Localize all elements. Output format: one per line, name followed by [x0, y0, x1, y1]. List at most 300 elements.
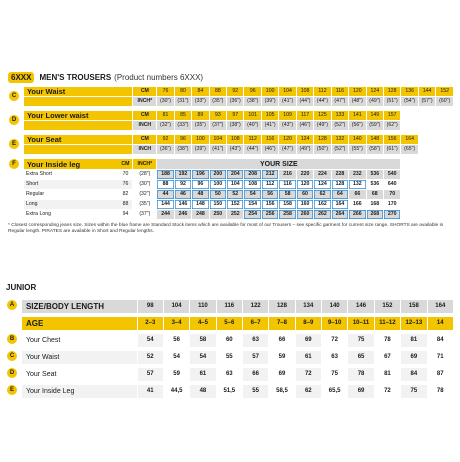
junior-value: 69	[401, 351, 427, 365]
size-value: 144	[157, 200, 174, 210]
waist-cm-value: 144	[418, 87, 435, 97]
junior-value: 11–12	[374, 317, 400, 331]
junior-value: 146	[348, 300, 374, 314]
junior-row-label: Your Inside Leg	[21, 385, 137, 399]
junior-letter-cell	[7, 368, 22, 382]
seat-inch-value: (49")	[296, 145, 313, 155]
lower_waist-inch-value: (41")	[261, 121, 278, 131]
junior-value: 59	[163, 368, 189, 382]
size-value: 220	[296, 170, 313, 180]
size-value: 50	[209, 190, 226, 200]
section-letter-badge: C	[9, 91, 19, 101]
waist-cm-value: 112	[314, 87, 331, 97]
waist-cm-value: 80	[174, 87, 191, 97]
inside-leg-row	[9, 190, 454, 200]
section-label-spacer	[23, 121, 132, 131]
size-value: 68	[366, 190, 383, 200]
inseam-inch: (35")	[133, 200, 157, 210]
size-value: 156	[261, 200, 278, 210]
seat-inch-value: (39")	[192, 145, 209, 155]
waist-inch-value: (51")	[383, 97, 400, 107]
inside-leg-header-row	[9, 159, 454, 170]
empty-cell	[401, 190, 418, 200]
empty-cell	[436, 170, 454, 180]
inseam-name	[23, 200, 132, 210]
size-value: 248	[192, 210, 209, 220]
size-value: 212	[261, 170, 278, 180]
lower_waist-inch-value: (32")	[157, 121, 174, 131]
lower_waist-inch-value	[401, 121, 418, 131]
junior-value: 54	[137, 334, 163, 348]
junior-value: 4–5	[190, 317, 216, 331]
seat-label: Your Seat	[23, 135, 132, 145]
empty-cell	[401, 180, 418, 190]
inside-leg-label	[23, 159, 132, 170]
junior-value: 69	[269, 368, 295, 382]
waist-inch-value: (48")	[349, 97, 366, 107]
section-letter-badge: C	[7, 351, 17, 361]
empty-letter-cell	[9, 190, 24, 200]
inseam-name	[23, 210, 132, 220]
junior-value: 58	[190, 334, 216, 348]
lower_waist-cm-value	[418, 111, 435, 121]
seat-inch-row	[9, 145, 454, 155]
size-value: 270	[383, 210, 400, 220]
seat-cm-value: 128	[314, 135, 331, 145]
waist-cm-value: 136	[401, 87, 418, 97]
your-size-header: YOUR SIZE	[157, 159, 401, 170]
lower_waist-cm-value: 97	[227, 111, 244, 121]
waist-inch-value: (30")	[157, 97, 174, 107]
junior-value: 3–4	[163, 317, 189, 331]
size-value: 148	[192, 200, 209, 210]
junior-value: 72	[374, 385, 400, 399]
junior-row-label: Your Seat	[21, 368, 137, 382]
size-value: 46	[174, 190, 191, 200]
product-code-badge: 6XXX	[8, 72, 34, 83]
size-value: 146	[174, 200, 191, 210]
size-value: 162	[314, 200, 331, 210]
empty-cell	[418, 180, 435, 190]
inside-leg-row	[9, 170, 454, 180]
waist-cm-value: 124	[366, 87, 383, 97]
junior-size-table	[6, 299, 454, 402]
empty-cell	[436, 159, 454, 170]
waist-cm-value: 96	[244, 87, 261, 97]
junior-value: 54	[163, 351, 189, 365]
section-letter-badge: F	[9, 159, 19, 169]
lower_waist-inch-value: (59")	[366, 121, 383, 131]
inseam-name	[23, 190, 132, 200]
seat-inch-value: (52")	[331, 145, 348, 155]
size-value: 66	[349, 190, 366, 200]
size-value: 96	[192, 180, 209, 190]
mens-trousers-section	[8, 71, 454, 235]
waist-inch-value: (36")	[227, 97, 244, 107]
lower_waist-cm-value: 101	[244, 111, 261, 121]
size-value: 100	[209, 180, 226, 190]
junior-value: 63	[321, 351, 347, 365]
junior-value: 152	[374, 300, 400, 314]
size-value: 536	[366, 180, 383, 190]
seat-cm-value: 124	[296, 135, 313, 145]
seat-inch-value: (38")	[174, 145, 191, 155]
junior-value: 69	[295, 334, 321, 348]
seat-cm-value: 164	[401, 135, 418, 145]
junior-value: 2–3	[137, 317, 163, 331]
inseam-inch: (30")	[133, 180, 157, 190]
junior-row	[7, 300, 454, 314]
waist-cm-value: 116	[331, 87, 348, 97]
lower_waist-cm-value: 89	[192, 111, 209, 121]
size-value: 246	[174, 210, 191, 220]
size-value: 196	[192, 170, 209, 180]
size-value: 188	[157, 170, 174, 180]
inside-leg-row	[9, 180, 454, 190]
waist-inch-value: (44")	[314, 97, 331, 107]
lower_waist-cm-value: 149	[366, 111, 383, 121]
size-value: 192	[174, 170, 191, 180]
empty-letter-cell	[9, 170, 24, 180]
inseam-name-text: Long	[25, 201, 38, 208]
size-value: 64	[331, 190, 348, 200]
lower_waist-cm-value: 85	[174, 111, 191, 121]
seat-cm-value: 132	[331, 135, 348, 145]
junior-value: 9–10	[321, 317, 347, 331]
empty-cell	[401, 170, 418, 180]
lower_waist-inch-value: (35")	[192, 121, 209, 131]
waist-inch-value: (57")	[418, 97, 435, 107]
section-letter-badge: D	[9, 115, 19, 125]
lower_waist-inch-value: (52")	[331, 121, 348, 131]
junior-value: 44,5	[163, 385, 189, 399]
waist-cm-value: 128	[383, 87, 400, 97]
size-value: 254	[244, 210, 261, 220]
lower_waist-inch-value	[436, 121, 454, 131]
lower_waist-inch-value: (56")	[349, 121, 366, 131]
junior-value: 69	[348, 385, 374, 399]
size-value: 160	[296, 200, 313, 210]
junior-value: 78	[427, 385, 453, 399]
size-value: 540	[383, 170, 400, 180]
lower_waist-inch-value: (37")	[209, 121, 226, 131]
waist-cm-value: 104	[279, 87, 296, 97]
inside-leg-cm-unit: CM	[121, 160, 130, 167]
lower_waist-cm-value: 125	[314, 111, 331, 121]
junior-value: 56	[163, 334, 189, 348]
junior-row-label: SIZE/BODY LENGTH	[21, 300, 137, 314]
size-value: 158	[279, 200, 296, 210]
junior-value: 6–7	[242, 317, 268, 331]
junior-value: 52	[137, 351, 163, 365]
waist-cm-value: 76	[157, 87, 174, 97]
empty-letter-cell	[9, 200, 24, 210]
lower_waist-inch-value: (46")	[296, 121, 313, 131]
lower_waist-cm-value: 117	[296, 111, 313, 121]
size-value: 120	[296, 180, 313, 190]
waist-cm-value: 88	[209, 87, 226, 97]
empty-cell	[418, 190, 435, 200]
size-value: 208	[244, 170, 261, 180]
empty-cell	[418, 159, 435, 170]
junior-value: 87	[427, 368, 453, 382]
size-value: 88	[157, 180, 174, 190]
junior-value: 55	[242, 385, 268, 399]
junior-value: 128	[269, 300, 295, 314]
inseam-name-text: Extra Short	[25, 171, 52, 178]
inseam-name-text: Short	[25, 181, 39, 188]
junior-value: 41	[137, 385, 163, 399]
waist-inch-value: (33")	[192, 97, 209, 107]
waist-inch-value: (44")	[296, 97, 313, 107]
seat-cm-value: 112	[244, 135, 261, 145]
lower_waist-cm-value: 109	[279, 111, 296, 121]
junior-row	[7, 334, 454, 348]
size-value: 268	[366, 210, 383, 220]
inseam-cm: 76	[122, 181, 129, 188]
junior-value: 110	[190, 300, 216, 314]
seat-cm-value: 96	[174, 135, 191, 145]
size-value: 264	[331, 210, 348, 220]
size-value: 258	[279, 210, 296, 220]
lower_waist-inch-value: (62")	[383, 121, 400, 131]
size-value: 204	[227, 170, 244, 180]
junior-value: 65	[348, 351, 374, 365]
size-value: 62	[314, 190, 331, 200]
junior-value: 71	[427, 351, 453, 365]
junior-value: 67	[374, 351, 400, 365]
size-value: 262	[314, 210, 331, 220]
size-value: 536	[366, 170, 383, 180]
lower_waist-label: Your Lower waist	[23, 111, 132, 121]
lower_waist-cm-value: 157	[383, 111, 400, 121]
size-value: 70	[383, 190, 400, 200]
section-letter-badge: E	[7, 385, 17, 395]
section-label-spacer	[23, 145, 132, 155]
empty-letter-cell	[9, 210, 24, 220]
size-value: 260	[296, 210, 313, 220]
waist-inch-value: (35")	[209, 97, 226, 107]
junior-row-label: Your Waist	[21, 351, 137, 365]
inseam-name	[23, 180, 132, 190]
seat-cm-value: 104	[209, 135, 226, 145]
empty-cell	[436, 210, 454, 220]
junior-value: 122	[242, 300, 268, 314]
junior-value: 59	[269, 351, 295, 365]
cm-unit: CM	[133, 111, 157, 121]
mens-title-row	[8, 71, 454, 84]
inch-unit: INCH*	[133, 97, 157, 107]
size-value: 216	[279, 170, 296, 180]
size-value: 154	[244, 200, 261, 210]
junior-value: 164	[427, 300, 453, 314]
junior-value: 134	[295, 300, 321, 314]
seat-inch-value: (58")	[366, 145, 383, 155]
inseam-inch: (32")	[133, 190, 157, 200]
inch-unit: INCH	[133, 145, 157, 155]
seat-cm-value	[418, 135, 435, 145]
junior-value: 55	[216, 351, 242, 365]
seat-inch-value: (61")	[383, 145, 400, 155]
junior-value: 58,5	[269, 385, 295, 399]
lower_waist-cm-value	[436, 111, 454, 121]
lower_waist-cm-value: 81	[157, 111, 174, 121]
size-value: 58	[279, 190, 296, 200]
section-letter-badge: E	[9, 139, 19, 149]
seat-inch-value: (46")	[261, 145, 278, 155]
junior-value: 63	[242, 334, 268, 348]
junior-letter-cell	[7, 300, 22, 314]
junior-letter-cell	[7, 334, 22, 348]
size-value: 256	[261, 210, 278, 220]
seat-inch-value: (47")	[279, 145, 296, 155]
seat-cm-value: 100	[192, 135, 209, 145]
section-letter-badge: B	[7, 334, 17, 344]
empty-cell	[436, 180, 454, 190]
seat-cm-value: 120	[279, 135, 296, 145]
seat-inch-value	[418, 145, 435, 155]
inseam-cm: 70	[122, 171, 129, 178]
mens-subtitle: (Product numbers 6XXX)	[114, 73, 204, 82]
junior-value: 72	[295, 368, 321, 382]
junior-value: 84	[427, 334, 453, 348]
lower_waist-cm-value: 141	[349, 111, 366, 121]
waist-label: Your Waist	[23, 87, 132, 97]
cm-unit: CM	[133, 135, 157, 145]
waist-cm-value: 100	[261, 87, 278, 97]
empty-cell	[436, 190, 454, 200]
section-letter-cell	[9, 111, 24, 131]
waist-cm-row	[9, 87, 454, 97]
size-value: 164	[331, 200, 348, 210]
empty-cell	[418, 210, 435, 220]
inseam-cm: 88	[122, 201, 129, 208]
junior-value: 12–13	[401, 317, 427, 331]
lower_waist-cm-row	[9, 111, 454, 121]
junior-value: 63	[216, 368, 242, 382]
size-value: 108	[244, 180, 261, 190]
seat-inch-value: (43")	[227, 145, 244, 155]
size-value: 56	[261, 190, 278, 200]
seat-inch-value: (36")	[157, 145, 174, 155]
waist-inch-value: (49")	[366, 97, 383, 107]
size-value: 228	[331, 170, 348, 180]
section-letter-cell	[9, 159, 24, 170]
junior-value: 104	[163, 300, 189, 314]
junior-letter-cell	[7, 351, 22, 365]
seat-inch-value: (65")	[401, 145, 418, 155]
lower_waist-inch-value	[418, 121, 435, 131]
waist-inch-value: (41")	[279, 97, 296, 107]
lower_waist-inch-value: (40")	[244, 121, 261, 131]
junior-value: 75	[321, 368, 347, 382]
junior-value: 81	[401, 334, 427, 348]
seat-inch-value: (41")	[209, 145, 226, 155]
junior-value: 5–6	[216, 317, 242, 331]
lower_waist-cm-value	[401, 111, 418, 121]
inseam-cm: 94	[122, 211, 129, 218]
junior-value: 140	[321, 300, 347, 314]
empty-cell	[418, 170, 435, 180]
size-value: 166	[349, 200, 366, 210]
junior-letter-cell	[7, 317, 22, 331]
mens-size-table	[8, 86, 454, 220]
size-value: 152	[227, 200, 244, 210]
junior-value: 61	[295, 351, 321, 365]
waist-cm-value: 120	[349, 87, 366, 97]
inseam-name-text: Regular	[25, 191, 45, 198]
junior-value: 8–9	[295, 317, 321, 331]
size-value: 112	[261, 180, 278, 190]
size-value: 252	[227, 210, 244, 220]
junior-letter-cell	[7, 385, 22, 399]
junior-value: 75	[401, 385, 427, 399]
lower_waist-cm-value: 93	[209, 111, 226, 121]
junior-value: 78	[348, 368, 374, 382]
size-value: 60	[296, 190, 313, 200]
empty-cell	[401, 210, 418, 220]
size-value: 48	[192, 190, 209, 200]
junior-section	[6, 283, 454, 402]
junior-spacer-cell	[7, 399, 454, 402]
seat-inch-value: (50")	[314, 145, 331, 155]
junior-value: 84	[401, 368, 427, 382]
inside-leg-title: Your Inside leg	[26, 159, 81, 169]
junior-row	[7, 317, 454, 331]
inseam-name-text: Extra Long	[25, 211, 52, 218]
inseam-cm: 82	[122, 191, 129, 198]
junior-title: JUNIOR	[6, 283, 37, 292]
inseam-inch: (37")	[133, 210, 157, 220]
junior-value: 7–8	[269, 317, 295, 331]
waist-inch-value: (38")	[244, 97, 261, 107]
junior-value: 158	[401, 300, 427, 314]
size-value: 44	[157, 190, 174, 200]
inch-unit: INCH	[133, 121, 157, 131]
junior-row	[7, 368, 454, 382]
size-value: 250	[209, 210, 226, 220]
inseam-name	[23, 170, 132, 180]
size-value: 132	[349, 180, 366, 190]
junior-value: 72	[321, 334, 347, 348]
lower_waist-inch-value: (49")	[314, 121, 331, 131]
waist-inch-value: (54")	[401, 97, 418, 107]
junior-value: 57	[137, 368, 163, 382]
size-value: 200	[209, 170, 226, 180]
junior-value: 60	[216, 334, 242, 348]
empty-cell	[401, 200, 418, 210]
junior-value: 57	[242, 351, 268, 365]
empty-letter-cell	[9, 180, 24, 190]
lower_waist-cm-value: 105	[261, 111, 278, 121]
junior-row	[7, 385, 454, 399]
inside-leg-row	[9, 200, 454, 210]
waist-inch-value: (31")	[174, 97, 191, 107]
junior-value: 65,5	[321, 385, 347, 399]
size-value: 92	[174, 180, 191, 190]
lower_waist-inch-value: (33")	[174, 121, 191, 131]
seat-inch-value	[436, 145, 454, 155]
junior-value: 66	[269, 334, 295, 348]
junior-value: 48	[190, 385, 216, 399]
junior-spacer	[7, 399, 454, 402]
seat-inch-value: (55")	[349, 145, 366, 155]
junior-row-label: Your Chest	[21, 334, 137, 348]
waist-cm-value: 84	[192, 87, 209, 97]
size-value: 150	[209, 200, 226, 210]
junior-value: 78	[374, 334, 400, 348]
junior-value: 116	[216, 300, 242, 314]
